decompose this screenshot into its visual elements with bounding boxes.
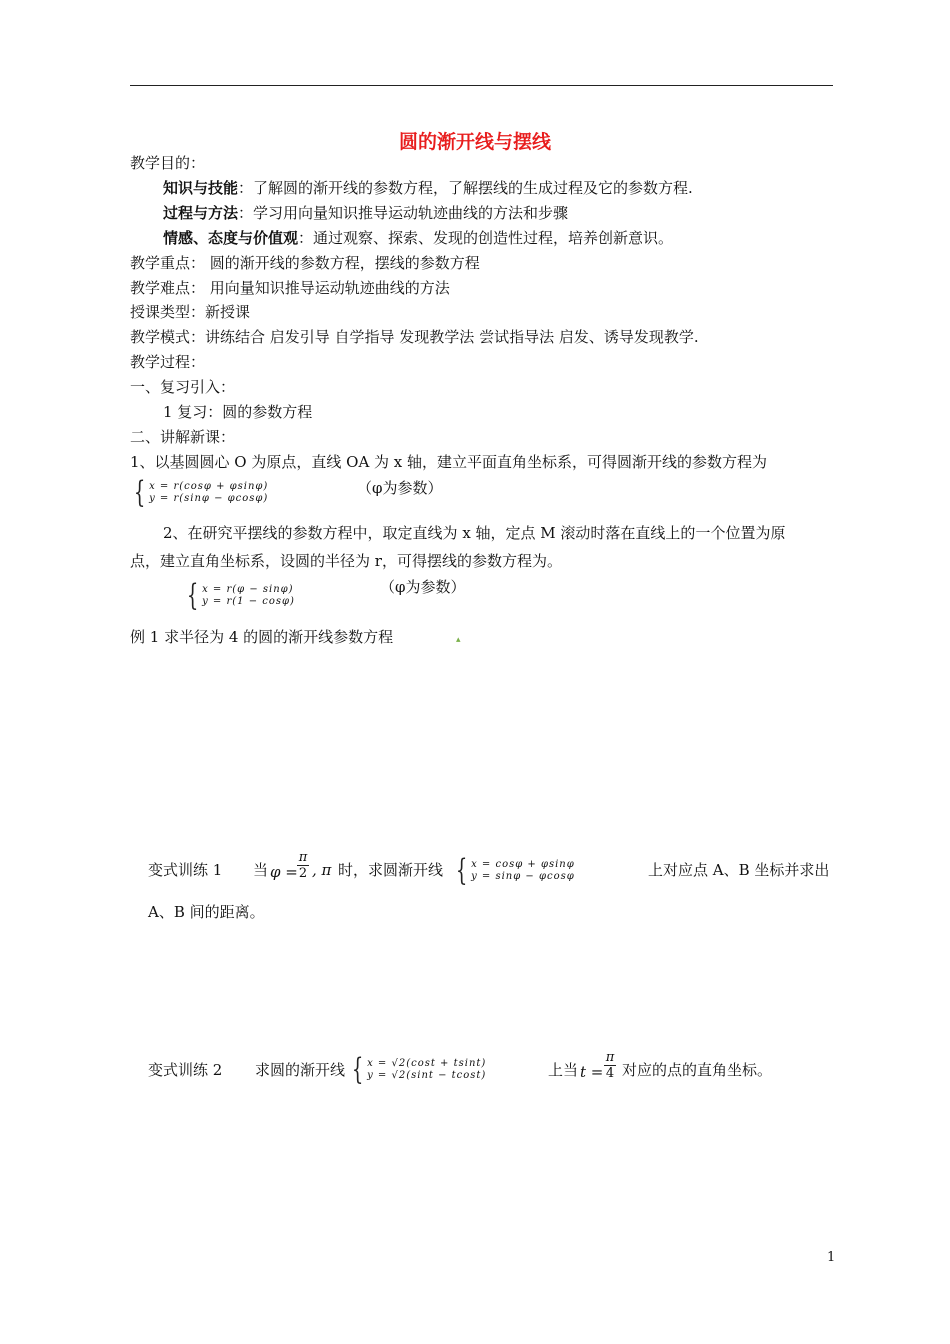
brace-symbol: { (133, 475, 146, 510)
involute-eq-x: x = r(cosφ + φsinφ) (149, 481, 269, 492)
key-points: 教学重点： 圆的渐开线的参数方程，摆线的参数方程 (130, 254, 480, 272)
variant-1-text: 时，求圆渐开线 (338, 861, 444, 879)
variant-2-label: 变式训练 2 (148, 1061, 223, 1079)
variant-2-text: 求圆的渐开线 (255, 1061, 346, 1079)
variant-1-when: 当 (253, 861, 269, 879)
variant-2-when: 上当 (548, 1061, 579, 1079)
fraction-numerator: π (605, 1050, 615, 1065)
process-heading: 教学过程： (130, 353, 206, 371)
variant-2-rest: 对应的点的直角坐标。 (622, 1061, 773, 1079)
fraction-denominator: 4 (605, 1066, 615, 1081)
emotion-text: ：通过观察、探索、发现的创造性过程，培养创新意识。 (298, 229, 674, 247)
cycloid-param-note: （φ为参数） (380, 578, 466, 596)
teaching-mode: 教学模式：讲练结合 启发引导 自学指导 发现教学法 尝试指导法 启发、诱导发现教学. (130, 328, 699, 346)
brace-symbol: { (351, 1052, 364, 1087)
brace-symbol: { (186, 578, 199, 613)
variant-2-eq-x: x = √2(cost + tsint) (367, 1058, 487, 1069)
emotion-label: 情感、态度与价值观 (163, 229, 299, 247)
variant-1-fraction (297, 850, 309, 881)
knowledge-label: 知识与技能 (163, 179, 239, 197)
page-title: 圆的渐开线与摆线 (398, 131, 551, 153)
variant-2-eq-y: y = √2(sint − tcost) (367, 1070, 487, 1081)
involute-equation (130, 475, 269, 510)
involute-eq-y: y = r(sinφ − φcosφ) (149, 493, 269, 504)
objectives-label: 教学目的： (130, 154, 206, 172)
knowledge-text: ：了解圆的渐开线的参数方程，了解摆线的生成过程及它的参数方程. (238, 179, 693, 197)
lesson-type: 授课类型：新授课 (130, 303, 251, 321)
involute-param-note: （φ为参数） (357, 479, 443, 497)
difficulties: 教学难点： 用向量知识推导运动轨迹曲线的方法 (130, 279, 450, 297)
header-rule (130, 85, 833, 86)
cycloid-paragraph-line2: 点，建立直角坐标系，设圆的半径为 r，可得摆线的参数方程为。 (130, 552, 562, 570)
review-item: 1 复习：圆的参数方程 (163, 403, 313, 421)
page-number: 1 (827, 1250, 836, 1265)
process-methods (163, 203, 568, 223)
brace-symbol: { (455, 853, 468, 888)
variant-2-equation (348, 1052, 487, 1087)
section-new-heading: 二、讲解新课： (130, 428, 236, 446)
emotion-values (163, 228, 673, 248)
cycloid-eq-y: y = r(1 − cosφ) (202, 596, 295, 607)
cycloid-eq-x: x = r(φ − sinφ) (202, 584, 294, 595)
variant-2-t: t = (580, 1063, 604, 1081)
variant-1-equation (452, 853, 575, 888)
example-1: 例 1 求半径为 4 的圆的渐开线参数方程 (130, 628, 394, 646)
section-review-heading: 一、复习引入： (130, 378, 236, 396)
involute-paragraph: 1、以基圆圆心 O 为原点，直线 OA 为 x 轴，建立平面直角坐标系，可得圆渐开线的参数方程为 (130, 453, 768, 471)
variant-1-label: 变式训练 1 (148, 861, 223, 879)
variant-1-pi: , π (312, 861, 332, 879)
knowledge-skills (163, 178, 693, 198)
variant-1-phi: φ = (270, 863, 298, 881)
cycloid-equation (183, 578, 295, 613)
fraction-numerator: π (298, 850, 308, 865)
fraction-denominator: 2 (298, 866, 308, 881)
process-label: 过程与方法 (163, 204, 239, 222)
cycloid-paragraph-line1: 2、在研究平摆线的参数方程中，取定直线为 x 轴，定点 M 滚动时落在直线上的一个位置为原 (163, 524, 786, 542)
variant-1-line2: A、B 间的距离。 (148, 903, 265, 921)
process-text: ：学习用向量知识推导运动轨迹曲线的方法和步骤 (238, 204, 569, 222)
variant-1-eq-x: x = cosφ + φsinφ (471, 859, 575, 870)
variant-2-fraction (604, 1050, 616, 1081)
variant-1-rest: 上对应点 A、B 坐标并求出 (648, 861, 830, 879)
variant-1-eq-y: y = sinφ − φcosφ (471, 871, 575, 882)
